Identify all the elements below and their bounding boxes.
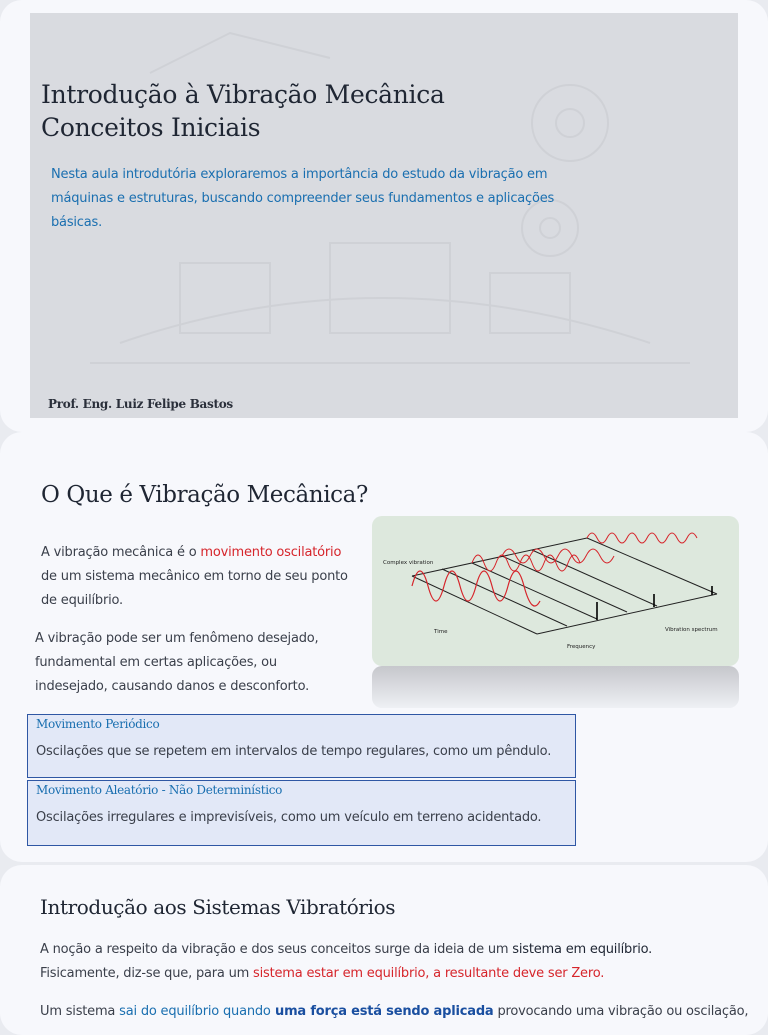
text-highlight: a resultante deve ser Zero. [429, 966, 605, 981]
time-frame-top-right [587, 538, 717, 594]
label-time: Time [434, 629, 448, 635]
text-highlight: sistema estar em equilíbrio, [253, 966, 430, 981]
label-vibration-spectrum: Vibration spectrum [665, 627, 718, 633]
component-wave-1 [472, 555, 580, 571]
paragraph-line-3 [40, 1000, 748, 1024]
text: Fisicamente, diz-se que, para um [40, 966, 254, 981]
vibration-diagram [372, 516, 739, 666]
box-description: Oscilações que se repetem em intervalos de tempo regulares, como um pêndulo. [36, 744, 552, 759]
random-motion-box [27, 780, 576, 846]
slide-title: Introdução aos Sistemas Vibratórios [40, 895, 396, 919]
intro-text: Nesta aula introdutória exploraremos a importância do estudo da vibração em máquinas e estruturas, buscando compreender seus fundamentos e aplicações básicas. [51, 167, 555, 230]
time-frame-left [412, 576, 537, 634]
title-slide [0, 0, 768, 432]
text-emphasis: uma força está sendo aplicada [270, 1004, 494, 1019]
author-name: Prof. Eng. Luiz Felipe Bastos [48, 397, 233, 411]
definition-paragraph [41, 541, 351, 613]
definition-slide [0, 432, 768, 862]
figure-reflection [372, 666, 739, 708]
complex-vibration-wave [412, 571, 540, 606]
definition-highlight: movimento oscilatório [200, 545, 342, 560]
text-emphasis: sistema em equilíbrio. [512, 942, 653, 957]
slide-title: O Que é Vibração Mecânica? [41, 482, 368, 508]
box-description: Oscilações irregulares e imprevisíveis, como um veículo em terreno acidentado. [36, 810, 542, 825]
desired-undesired-paragraph: A vibração pode ser um fenômeno desejado, fundamental em certas aplicações, ou indesejado, causando danos e desconforto. [35, 631, 319, 694]
definition-text-start: A vibração mecânica é o [41, 545, 201, 560]
text: Um sistema [40, 1004, 120, 1019]
component-wave-3 [587, 533, 697, 543]
definition-text-end: de um sistema mecânico em torno de seu ponto de equilíbrio. [41, 569, 348, 608]
slide-title: Introdução à Vibração Mecânica [41, 80, 445, 109]
box-title: Movimento Periódico [36, 717, 160, 731]
text-highlight: sai do equilíbrio quando [119, 1004, 271, 1019]
label-frequency: Frequency [567, 644, 596, 650]
paragraph-line-1 [40, 938, 652, 962]
paragraph-line-2 [40, 962, 604, 986]
periodic-motion-box [27, 714, 576, 778]
vibration-spectrum-figure [372, 516, 739, 666]
box-title: Movimento Aleatório - Não Determinístico [36, 783, 283, 797]
label-complex-vibration: Complex vibration [383, 560, 434, 566]
vibratory-systems-slide [0, 865, 768, 1035]
text: A noção a respeito da vibração e dos seus conceitos surge da ideia de um [40, 942, 513, 957]
component-wave-2 [502, 549, 614, 563]
text: provocando uma vibração ou oscilação, [493, 1004, 749, 1019]
slide-subtitle: Conceitos Iniciais [41, 113, 261, 142]
